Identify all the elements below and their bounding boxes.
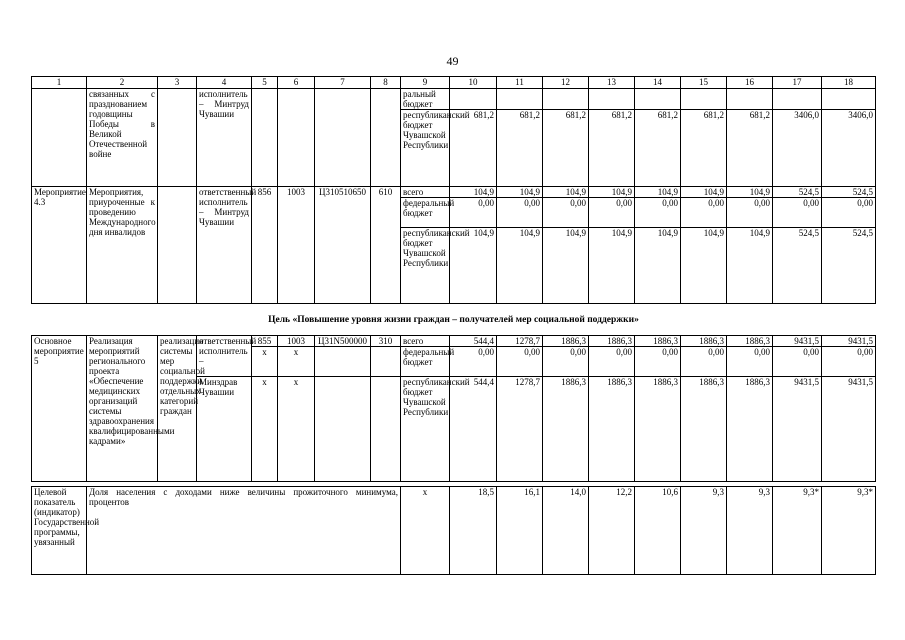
value-cell: 0,00 [635, 347, 681, 377]
code-cell: Ц31N500000 [315, 336, 371, 347]
executor: исполнитель – Минтруд Чувашии [197, 89, 252, 187]
value-cell: 0,00 [681, 347, 727, 377]
value-cell: 104,9 [635, 187, 681, 198]
value-cell: 0,00 [589, 347, 635, 377]
value-cell: 104,9 [589, 228, 635, 304]
value-cell: 1886,3 [681, 336, 727, 347]
header-row [32, 77, 876, 89]
budget-table [31, 76, 876, 575]
header-cell: 13 [589, 77, 635, 89]
code-cell: x [278, 377, 315, 482]
value-cell: 1886,3 [589, 377, 635, 482]
value-cell: 14,0 [543, 487, 589, 575]
code-cell: 610 [371, 187, 401, 304]
header-cell: 8 [371, 77, 401, 89]
funding-source: республиканский бюджет Чувашской Республики [401, 110, 450, 187]
value-cell: 0,00 [497, 198, 543, 228]
value-cell: 104,9 [543, 187, 589, 198]
value-cell: 0,00 [543, 198, 589, 228]
value-cell: 1886,3 [635, 336, 681, 347]
code-cell: 1003 [278, 187, 315, 304]
value-cell: 104,9 [589, 187, 635, 198]
event-name: Мероприятия, приуроченные к проведению Международного дня инвалидов [87, 187, 158, 304]
header-cell: 7 [315, 77, 371, 89]
value-cell: 9431,5 [822, 336, 876, 347]
value-cell: 104,9 [727, 187, 773, 198]
value-cell: 1886,3 [635, 377, 681, 482]
value-cell: 1278,7 [497, 336, 543, 347]
goal-heading: Цель «Повышение уровня жизни граждан – получателей мер социальной поддержки» [32, 304, 876, 336]
value-cell: 3406,0 [822, 110, 876, 187]
value-cell: 681,2 [450, 110, 497, 187]
value-cell: 9431,5 [822, 377, 876, 482]
value-cell: 681,2 [589, 110, 635, 187]
funding-source: федеральный бюджет [401, 347, 450, 377]
value-cell: 0,00 [589, 198, 635, 228]
executor: ответственный исполнитель – [197, 336, 252, 377]
code-cell: x [252, 347, 278, 377]
value-cell: 1886,3 [727, 336, 773, 347]
value-cell: 3406,0 [773, 110, 822, 187]
code-cell [371, 377, 401, 482]
value-cell: 0,00 [773, 347, 822, 377]
value-cell: 0,00 [681, 198, 727, 228]
value-cell: 16,1 [497, 487, 543, 575]
value-cell: 0,00 [635, 198, 681, 228]
value-cell: 1886,3 [543, 377, 589, 482]
header-cell: 3 [158, 77, 197, 89]
value-cell: 681,2 [681, 110, 727, 187]
header-cell: 5 [252, 77, 278, 89]
code-cell: x [278, 347, 315, 377]
value-cell: 104,9 [497, 228, 543, 304]
event-code: Мероприятие 4.3 [32, 187, 87, 304]
value-cell: 104,9 [450, 187, 497, 198]
value-cell: 0,00 [822, 347, 876, 377]
header-cell: 1 [32, 77, 87, 89]
table-row [32, 89, 876, 110]
value-cell: 9431,5 [773, 336, 822, 347]
header-cell: 15 [681, 77, 727, 89]
code-cell [371, 347, 401, 377]
header-cell: 11 [497, 77, 543, 89]
event-code: Основное мероприятие 5 [32, 336, 87, 482]
funding-source: республиканский бюджет Чувашской Республики [401, 377, 450, 482]
value-cell: 1886,3 [589, 336, 635, 347]
event-name: Реализация мероприятий регионального проекта «Обеспечение медицинских организаций системы здравоохранения квалифицированными кадрами» [87, 336, 158, 482]
code-cell: Ц310510650 [315, 187, 371, 304]
table-row [32, 336, 876, 347]
value-cell: 1886,3 [543, 336, 589, 347]
value-cell: 1886,3 [681, 377, 727, 482]
header-cell: 17 [773, 77, 822, 89]
value-cell: 12,2 [589, 487, 635, 575]
funding-source: всего [401, 187, 450, 198]
code-cell: x [252, 377, 278, 482]
value-cell: 544,4 [450, 336, 497, 347]
value-cell: 104,9 [635, 228, 681, 304]
value-cell: 104,9 [450, 228, 497, 304]
value-cell: 524,5 [773, 187, 822, 198]
code-cell: 1003 [278, 336, 315, 347]
header-cell: 16 [727, 77, 773, 89]
value-cell: 9431,5 [773, 377, 822, 482]
executor: ответственный исполнитель – Минтруд Чувашии [197, 187, 252, 304]
value-cell: 524,5 [822, 187, 876, 198]
funding-source: федеральный бюджет [401, 198, 450, 228]
value-cell: 0,00 [727, 198, 773, 228]
value-cell: 18,5 [450, 487, 497, 575]
code-cell [315, 347, 371, 377]
value-cell: 1278,7 [497, 377, 543, 482]
value-cell: 0,00 [822, 198, 876, 228]
value-cell: 0,00 [727, 347, 773, 377]
header-cell: 10 [450, 77, 497, 89]
executor: Минздрав Чувашии [197, 377, 252, 482]
header-cell: 18 [822, 77, 876, 89]
value-cell: 104,9 [727, 228, 773, 304]
value-cell: 9,3 [681, 487, 727, 575]
value-cell: 0,00 [543, 347, 589, 377]
value-cell: 0,00 [773, 198, 822, 228]
code-cell [315, 377, 371, 482]
funding-source: ральный бюджет [401, 89, 450, 110]
value-cell: 681,2 [635, 110, 681, 187]
code-cell: 310 [371, 336, 401, 347]
measure-name: реализация системы мер социальной поддержки отдельных категорий граждан [158, 336, 197, 482]
value-cell: 104,9 [681, 187, 727, 198]
value-cell: 104,9 [543, 228, 589, 304]
header-cell: 12 [543, 77, 589, 89]
value-cell: 9,3* [822, 487, 876, 575]
indicator-text: Доля населения с доходами ниже величины прожиточного минимума, процентов [87, 487, 401, 575]
value-cell: 9,3 [727, 487, 773, 575]
funding-source: республиканский бюджет Чувашской Республики [401, 228, 450, 304]
value-cell: 524,5 [822, 228, 876, 304]
table-row [32, 487, 876, 575]
code-cell: 855 [252, 336, 278, 347]
value-cell: 544,4 [450, 377, 497, 482]
value-cell: 10,6 [635, 487, 681, 575]
value-cell: 0,00 [450, 198, 497, 228]
header-cell: 14 [635, 77, 681, 89]
goal-row [32, 304, 876, 336]
value-cell: 104,9 [497, 187, 543, 198]
value-cell: 9,3* [773, 487, 822, 575]
value-cell: 681,2 [497, 110, 543, 187]
value-cell: 681,2 [543, 110, 589, 187]
header-cell: 4 [197, 77, 252, 89]
value-cell: 681,2 [727, 110, 773, 187]
value-cell: 524,5 [773, 228, 822, 304]
table-row [32, 187, 876, 198]
header-cell: 2 [87, 77, 158, 89]
funding-source: всего [401, 336, 450, 347]
value-cell: 0,00 [497, 347, 543, 377]
event-name: связанных с празднованием годовщины Победы в Великой Отечественной войне [87, 89, 158, 187]
header-cell: 6 [278, 77, 315, 89]
indicator-label: Целевой показатель (индикатор) Государственной программы, увязанный [32, 487, 87, 575]
indicator-unit: x [401, 487, 450, 575]
code-cell: 856 [252, 187, 278, 304]
value-cell: 1886,3 [727, 377, 773, 482]
header-cell: 9 [401, 77, 450, 89]
page-number: 49 [446, 54, 459, 68]
value-cell: 0,00 [450, 347, 497, 377]
value-cell: 104,9 [681, 228, 727, 304]
